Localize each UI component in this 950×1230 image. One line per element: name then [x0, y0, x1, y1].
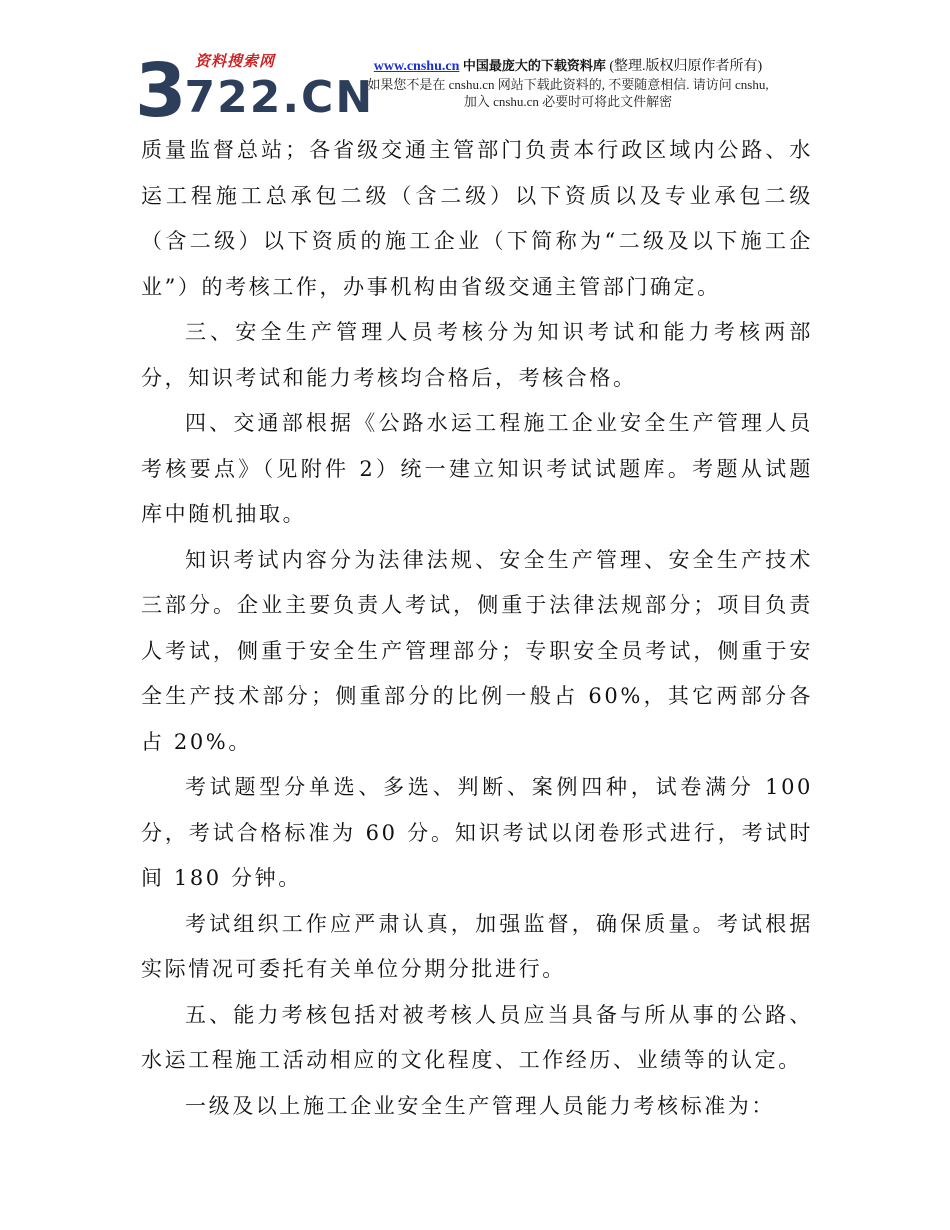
- site-link[interactable]: www.cnshu.cn: [373, 59, 460, 74]
- document-body: [141, 128, 813, 1129]
- paragraph: 一级及以上施工企业安全生产管理人员能力考核标准为：: [185, 1093, 775, 1118]
- paragraph: 四、交通部根据《公路水运工程施工企业安全生产管理人员考核要点》（见附件 2）统一建立知识考试试题库。考题从试题库中随机抽取。: [141, 411, 813, 526]
- paragraph: 知识考试内容分为法律法规、安全生产管理、安全生产技术三部分。企业主要负责人考试，侧重于法律法规部分；项目负责人考试，侧重于安全生产管理部分；专职安全员考试，侧重于安全生产技术部分；侧重部分的比例一般占 60%，其它两部分各占 20%。: [141, 547, 813, 754]
- logo-tagline: 资料搜索网: [195, 52, 276, 70]
- site-logo[interactable]: [135, 48, 375, 134]
- paragraph: 考试组织工作应严肃认真，加强监督，确保质量。考试根据实际情况可委托有关单位分期分批进行。: [141, 911, 813, 981]
- paragraph: 三、安全生产管理人员考核分为知识考试和能力考核两部分，知识考试和能力考核均合格后，考核合格。: [141, 320, 813, 390]
- site-title: 中国最庞大的下载资料库: [462, 59, 606, 74]
- site-copyright-note: (整理.版权归原作者所有): [609, 59, 763, 74]
- header-title-line: [318, 58, 818, 76]
- notice-line-2: 加入 cnshu.cn 必要时可将此文件解密: [463, 94, 673, 109]
- logo-digit: 3: [135, 48, 189, 134]
- notice-line-1: 如果您不是在 cnshu.cn 网站下载此资料的, 不要随意相信. 请访问 cnshu,: [367, 77, 769, 92]
- header-banner: [318, 58, 818, 110]
- paragraph: 考试题型分单选、多选、判断、案例四种，试卷满分 100 分，考试合格标准为 60 分。知识考试以闭卷形式进行，考试时间 180 分钟。: [141, 775, 813, 890]
- logo-domain: 722.CN: [184, 72, 375, 123]
- paragraph: 质量监督总站；各省级交通主管部门负责本行政区域内公路、水运工程施工总承包二级（含二级）以下资质以及专业承包二级（含二级）以下资质的施工企业（下简称为“二级及以下施工企业”）的考核工作，办事机构由省级交通主管部门确定。: [141, 138, 813, 299]
- paragraph: 五、能力考核包括对被考核人员应当具备与所从事的公路、水运工程施工活动相应的文化程度、工作经历、业绩等的认定。: [141, 1002, 813, 1072]
